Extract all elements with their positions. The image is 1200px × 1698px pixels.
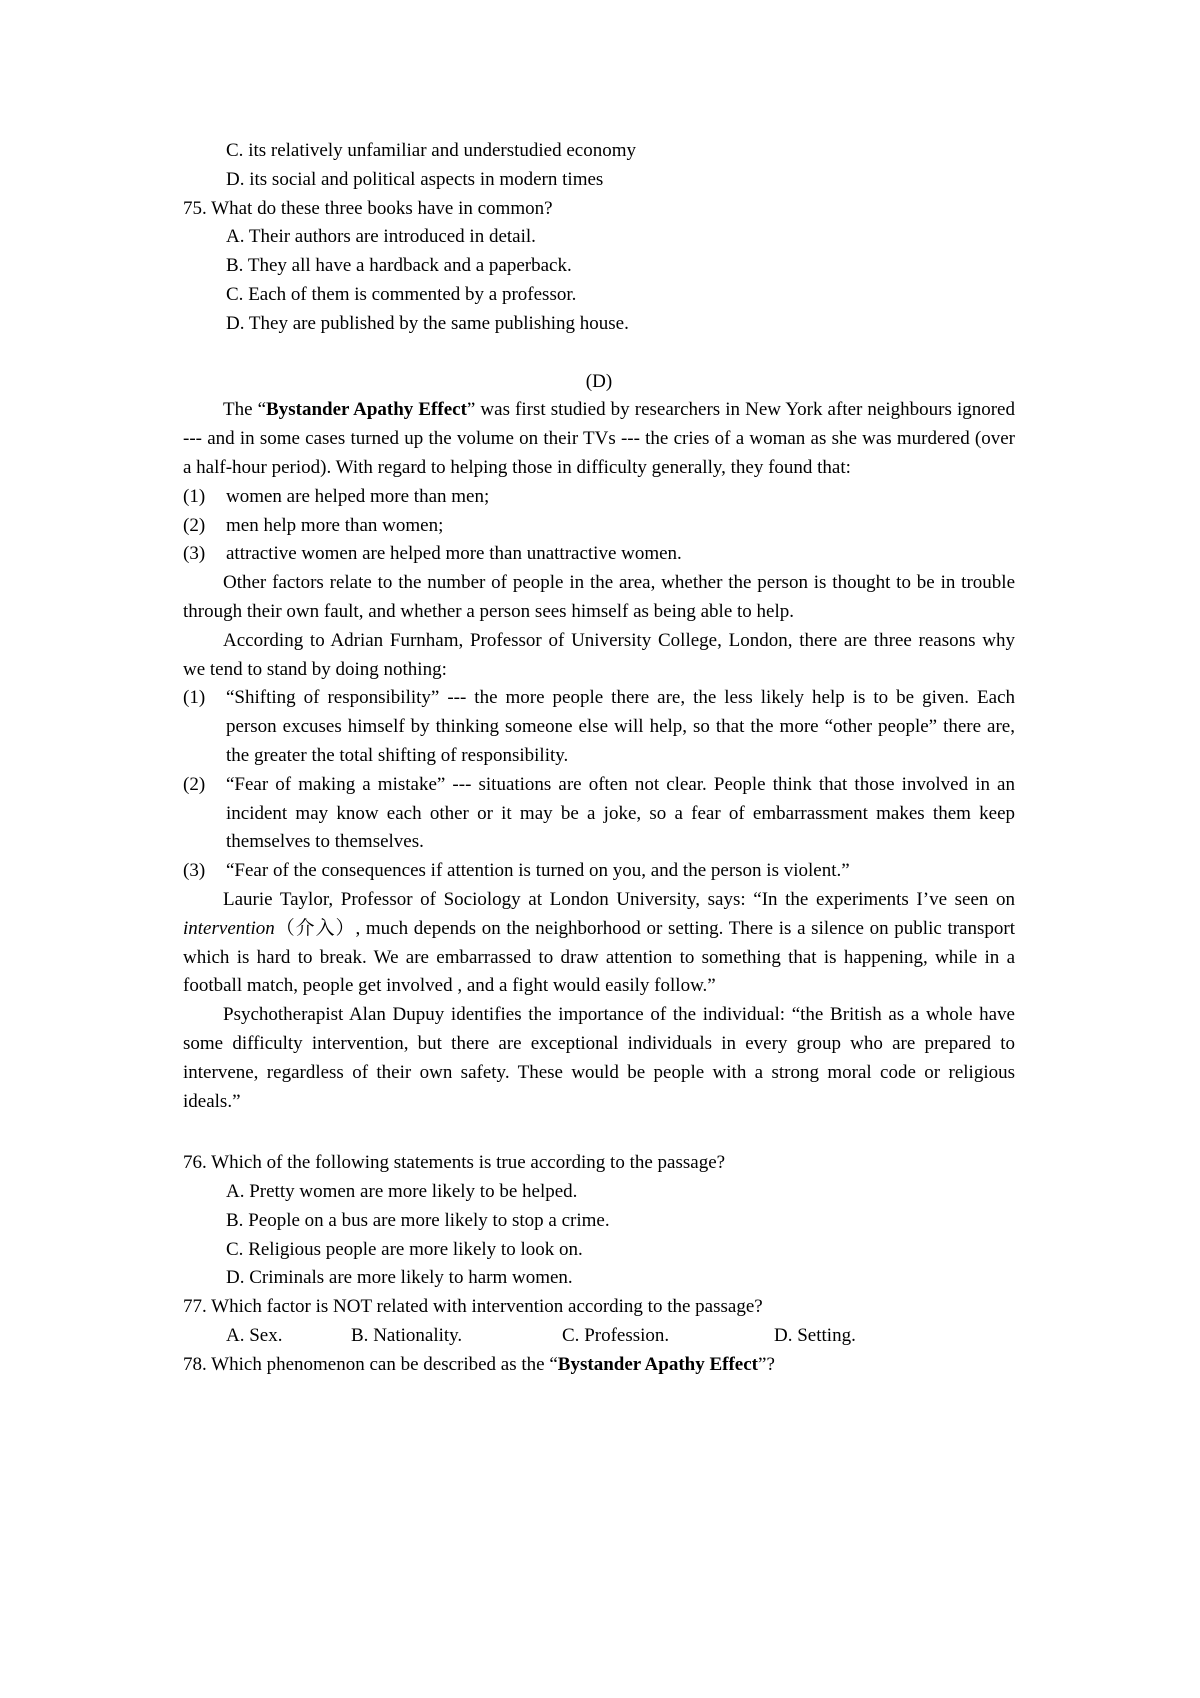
option-label: D. [226, 1267, 245, 1289]
option-text: Pretty women are more likely to be helped. [249, 1181, 578, 1203]
text-segment: Bystander Apathy Effect [266, 399, 467, 421]
list-item [183, 483, 1015, 512]
list-marker: (2) [183, 514, 206, 536]
option-text: Setting. [797, 1325, 856, 1347]
option-text: Nationality. [373, 1325, 463, 1347]
document-body [183, 137, 1015, 1380]
text-segment: intervention [183, 917, 275, 939]
option-label: D. [774, 1325, 793, 1347]
option-line [183, 1264, 1015, 1293]
list-marker: (1) [183, 687, 206, 709]
list-item [183, 512, 1015, 541]
list-item [183, 540, 1015, 569]
list-marker: (1) [183, 485, 206, 507]
text-segment: “Fear of making a mistake” --- situations are often not clear. People think that those involved in an incident may know each other or it may be a joke, so a fear of embarrassment makes them keep themselves to themselves. [226, 773, 1015, 853]
list-marker: (2) [183, 773, 206, 795]
text-segment: （介入）, much depends on the neighborhood or setting. There is a silence on public transport which is hard to break. We are embarrassed to draw attention to something that is happening, while in a football match, people get involved , and a fight would easily follow.” [183, 917, 1015, 997]
option-inline [774, 1322, 856, 1351]
text-segment: attractive women are helped more than unattractive women. [226, 543, 682, 565]
text-segment: According to Adrian Furnham, Professor of University College, London, there are three reasons why we tend to stand by doing nothing: [183, 629, 1015, 680]
section-heading-label: (D) [585, 370, 613, 392]
text-segment: The “ [223, 399, 267, 421]
option-line [183, 252, 1015, 281]
option-text: Profession. [584, 1325, 670, 1347]
option-text: People on a bus are more likely to stop a crime. [248, 1209, 610, 1231]
option-label: B. [226, 255, 244, 277]
text-segment: ” was first studied by researchers in New York after neighbours ignored --- and in some cases turned up the volume on their TVs --- the cries of a woman as she was murdered (over a half-hour period). With regard to helping those in difficulty generally, they found that: [183, 399, 1015, 478]
text-segment: Laurie Taylor, Professor of Sociology at London University, says: “In the experiments I’ve seen on [223, 888, 1015, 910]
question-line [183, 195, 1015, 224]
text-segment: Which phenomenon can be described as the “ [211, 1353, 558, 1375]
option-inline [226, 1322, 282, 1351]
list-marker: (3) [183, 860, 206, 882]
option-label: C. [226, 1238, 244, 1260]
option-label: A. [226, 1181, 245, 1203]
list-marker: (3) [183, 543, 206, 565]
option-label: A. [226, 1325, 245, 1347]
list-item [183, 857, 1015, 886]
option-text: its relatively unfamiliar and understudied economy [248, 140, 636, 161]
option-line [183, 223, 1015, 252]
text-segment: Psychotherapist Alan Dupuy identifies the importance of the individual: “the British as a whole have some difficulty intervention, but there are exceptional individuals in every group who are prepared to intervene, regardless of their own safety. These would be people with a strong moral code or religious ideals.” [183, 1004, 1015, 1112]
question-line [183, 1351, 1015, 1380]
question-line [183, 1149, 1015, 1178]
option-line [183, 281, 1015, 310]
option-text: Each of them is commented by a professor. [248, 283, 577, 305]
question-number: 77. [183, 1296, 207, 1318]
passage-paragraph [183, 569, 1015, 627]
text-segment: ”? [758, 1353, 775, 1375]
question-line [183, 1293, 1015, 1322]
option-inline [351, 1322, 462, 1351]
section-heading [183, 368, 1015, 397]
option-label: C. [226, 140, 244, 161]
option-line [183, 1207, 1015, 1236]
question-number: 76. [183, 1152, 207, 1174]
vertical-spacer [183, 339, 1015, 368]
passage-paragraph [183, 1001, 1015, 1116]
option-line [183, 1236, 1015, 1265]
option-label: B. [351, 1325, 369, 1347]
list-item [183, 771, 1015, 857]
option-label: A. [226, 226, 245, 248]
options-row [183, 1322, 1015, 1351]
list-item [183, 684, 1015, 770]
text-segment: Other factors relate to the number of people in the area, whether the person is thought to be in trouble through their own fault, and whether a person sees himself as being able to help. [183, 572, 1015, 622]
question-number: 75. [183, 197, 207, 219]
text-segment: Which factor is NOT related with intervention according to the passage? [211, 1296, 763, 1318]
option-label: D. [226, 168, 245, 190]
option-line [183, 137, 1015, 166]
option-text: Criminals are more likely to harm women. [249, 1267, 573, 1289]
passage-paragraph [183, 627, 1015, 685]
text-segment: Bystander Apathy Effect [557, 1353, 759, 1375]
option-label: B. [226, 1209, 244, 1231]
option-label: C. [226, 283, 244, 305]
text-segment: What do these three books have in common? [211, 197, 553, 219]
vertical-spacer [183, 1116, 1015, 1149]
option-label: C. [562, 1325, 580, 1347]
option-text: Their authors are introduced in detail. [248, 226, 536, 248]
option-label: D. [226, 312, 245, 334]
option-text: They all have a hardback and a paperback. [247, 255, 572, 277]
option-text: They are published by the same publishing house. [248, 312, 629, 334]
option-text: Religious people are more likely to look on. [248, 1238, 583, 1260]
text-segment: men help more than women; [226, 514, 444, 536]
passage-paragraph [183, 886, 1015, 1001]
option-line [183, 310, 1015, 339]
passage-paragraph [183, 396, 1015, 482]
option-inline [562, 1322, 669, 1351]
option-text: its social and political aspects in modern times [249, 168, 604, 190]
option-line [183, 1178, 1015, 1207]
text-segment: “Shifting of responsibility” --- the more people there are, the less likely help is to be given. Each person excuses himself by thinking someone else will help, so that the more “other people” there are, the greater the total shifting of responsibility. [226, 687, 1015, 766]
question-number: 78. [183, 1353, 207, 1375]
text-segment: Which of the following statements is true according to the passage? [211, 1152, 726, 1174]
text-segment: “Fear of the consequences if attention is turned on you, and the person is violent.” [226, 860, 850, 882]
text-segment: women are helped more than men; [226, 485, 490, 507]
option-line [183, 166, 1015, 195]
option-text: Sex. [249, 1325, 283, 1347]
